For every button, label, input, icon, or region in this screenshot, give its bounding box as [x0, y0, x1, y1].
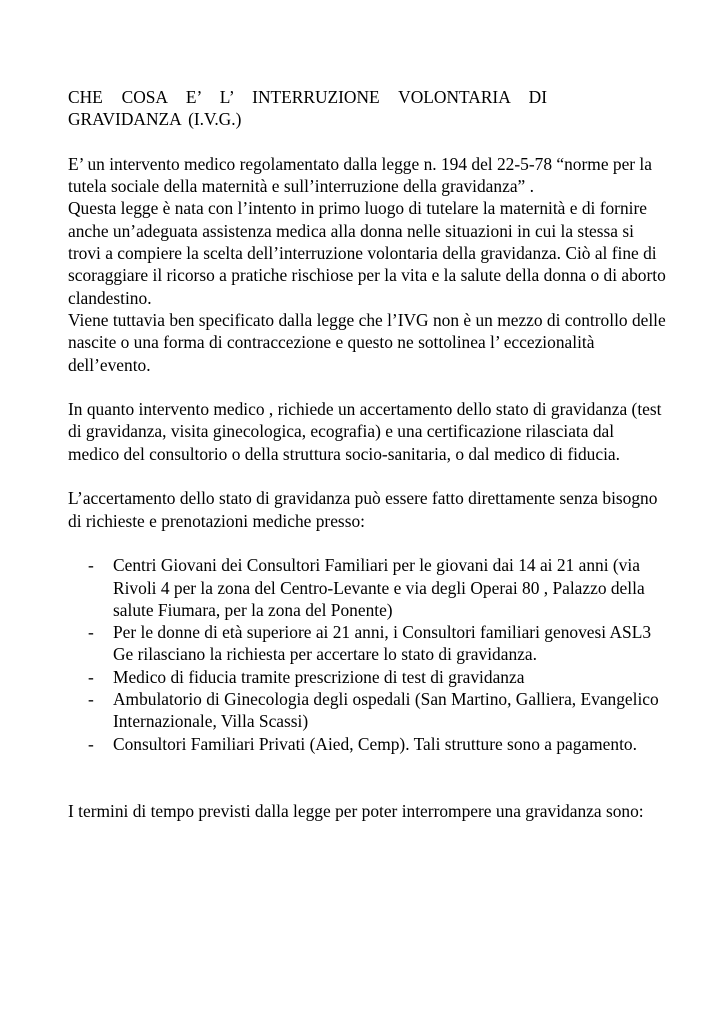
list-dash: -: [88, 622, 94, 643]
heading-line-1: CHE COSA E’ L’ INTERRUZIONE VOLONTARIA DI: [68, 87, 547, 107]
list-item-text: Per le donne di età superiore ai 21 anni, i Consultori familiari genovesi ASL3 Ge rilasciano la richiesta per accertare lo stato di gravidanza.: [113, 622, 652, 665]
heading-line-2: GRAVIDANZA (I.V.G.): [68, 109, 242, 130]
list-dash: -: [88, 689, 94, 710]
intro-paragraph-1: E’ un intervento medico regolamentato dalla legge n. 194 del 22-5-78 “norme per la tutela sociale della maternità e sull’interruzione della gravidanza” .: [68, 153, 652, 197]
pregnancy-check-paragraph: L’accertamento dello stato di gravidanza può essere fatto direttamente senza bisogno di richieste e prenotazioni mediche presso:: [68, 488, 658, 531]
list-item-text: Ambulatorio di Ginecologia degli ospedali (San Martino, Galliera, Evangelico Internazionale, Villa Scassi): [113, 689, 659, 732]
paragraph-gap: [68, 376, 668, 398]
list-dash: -: [88, 733, 94, 754]
list-item: [68, 688, 668, 733]
paragraph-gap: [68, 755, 668, 800]
intro-paragraph-3: Viene tuttavia ben specificato dalla legge che l’IVG non è un mezzo di controllo delle nascite o una forma di contraccezione e questo ne sottolinea l’ eccezionalità dell’evento.: [68, 309, 666, 375]
requirements-paragraph: In quanto intervento medico , richiede un accertamento dello stato di gravidanza (test di gravidanza, visita ginecologica, ecografia) e una certificazione rilasciata dal medico del consultorio o della struttura socio-sanitaria, o dal medico di fiducia.: [68, 399, 662, 464]
time-limits-paragraph: I termini di tempo previsti dalla legge per poter interrompere una gravidanza sono:: [68, 800, 644, 821]
list-item-text: Consultori Familiari Privati (Aied, Cemp). Tali strutture sono a pagamento.: [113, 733, 637, 754]
list-item-text: Centri Giovani dei Consultori Familiari per le giovani dai 14 ai 21 anni (via Rivoli 4 per la zona del Centro-Levante e via degli Operai 80 , Palazzo della salute Fiumara, per la zona del Ponente): [113, 555, 645, 620]
list-dash: -: [88, 555, 94, 576]
list-item-text: Medico di fiducia tramite prescrizione di test di gravidanza: [113, 666, 525, 687]
document-heading: [68, 86, 668, 131]
list-item: [68, 621, 668, 666]
list-dash: -: [88, 666, 94, 687]
list-item: [68, 554, 668, 621]
facility-list: [68, 554, 668, 755]
document-page: [68, 86, 668, 822]
intro-paragraph-2: Questa legge è nata con l’intento in primo luogo di tutelare la maternità e di fornire anche un’adeguata assistenza medica alla donna nelle situazioni in cui la stessa si trovi a compiere la scelta dell’interruzione volontaria della gravidanza. Ciò al fine di scoraggiare il ricorso a pratiche rischiose per la vita e la salute della donna o di aborto clandestino.: [68, 198, 666, 308]
paragraph-gap: [68, 465, 668, 487]
list-item: [68, 666, 668, 688]
list-item: [68, 733, 668, 755]
